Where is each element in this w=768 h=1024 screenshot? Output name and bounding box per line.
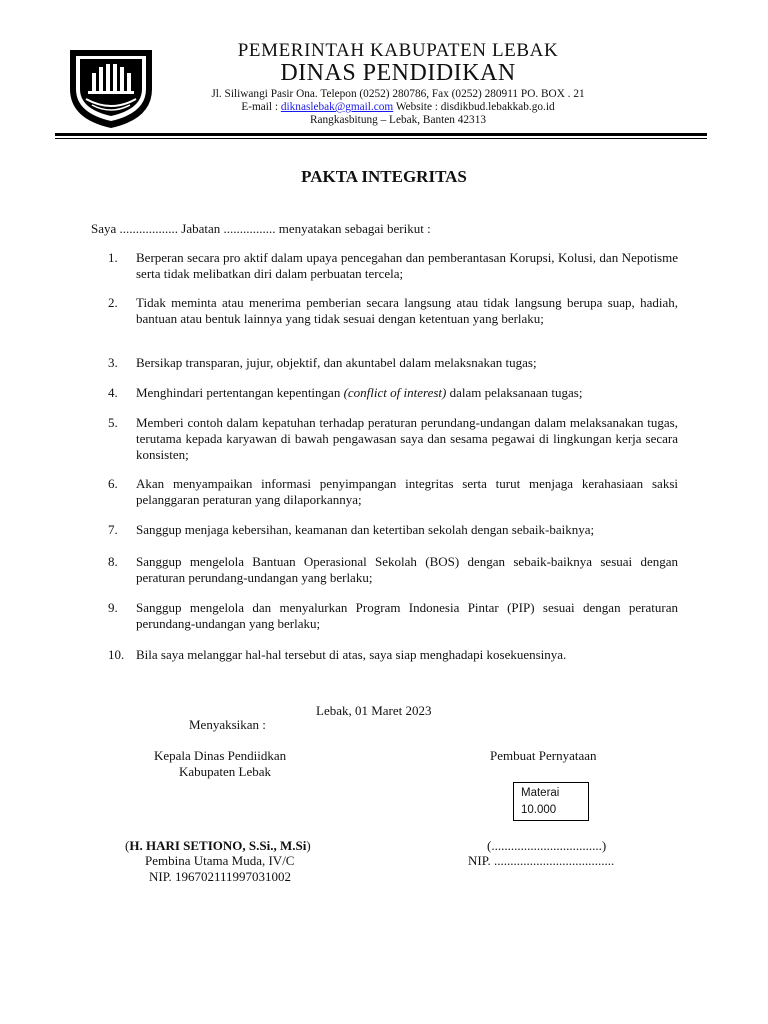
- list-item: [108, 415, 678, 463]
- item-text: Akan menyampaikan informasi penyimpangan integritas serta turut menjaga kerahasiaan saksi pelanggaran peraturan yang dilaporkannya;: [136, 476, 678, 507]
- email-label: E-mail :: [241, 101, 281, 113]
- stamp-duty-label: Materai: [521, 787, 560, 799]
- right-signer-nip: NIP. .....................................: [468, 853, 615, 868]
- right-signer-name: (..................................): [487, 838, 607, 853]
- item-number: 6.: [108, 476, 118, 491]
- item-number: 3.: [108, 355, 118, 370]
- stamp-duty-box: [513, 782, 589, 821]
- website-text: Website : disdikbud.lebakkab.go.id: [393, 101, 555, 113]
- list-item: [108, 250, 678, 282]
- item-text: Memberi contoh dalam kepatuhan terhadap peraturan perundang-undangan dalam melaksanakan tugas, terutama kepada karyawan di bawah pengawasan saya dan sesama pegawai di lingkungan kerja secara konsisten;: [136, 415, 678, 462]
- item-number: 10.: [108, 647, 125, 662]
- header-agency: DINAS PENDIDIKAN: [280, 60, 516, 86]
- right-signer-role: Pembuat Pernyataan: [490, 748, 597, 763]
- left-signer-office: Kabupaten Lebak: [179, 764, 272, 779]
- item-text: [136, 385, 678, 401]
- header-rule-thin: [55, 138, 707, 139]
- item-text-part: Menghindari pertentangan kepentingan: [136, 385, 344, 400]
- document-title: PAKTA INTEGRITAS: [301, 167, 467, 186]
- list-item: [108, 295, 678, 327]
- left-signer-role: Kepala Dinas Pendiidkan: [154, 748, 287, 763]
- item-text: Sanggup mengelola Bantuan Operasional Sekolah (BOS) dengan sebaik-baiknya sesuai dengan peraturan perundang-undangan yang berlaku;: [136, 554, 678, 585]
- list-item: [108, 554, 678, 586]
- lebak-regency-logo: [66, 47, 156, 130]
- list-item: [108, 385, 678, 401]
- item-number: 7.: [108, 522, 118, 537]
- left-signer-nip: NIP. 196702111997031002: [149, 869, 292, 884]
- stamp-duty-value: 10.000: [521, 804, 557, 816]
- header-rule-thick: [55, 133, 707, 136]
- item-text: Sanggup mengelola dan menyalurkan Program Indonesia Pintar (PIP) sesuai dengan peraturan perundang-undangan yang berlaku;: [136, 600, 678, 631]
- left-signer-rank: Pembina Utama Muda, IV/C: [145, 853, 295, 868]
- item-text: Sanggup menjaga kebersihan, keamanan dan ketertiban sekolah dengan sebaik-baiknya;: [136, 522, 595, 537]
- left-signer-name-text: H. HARI SETIONO, S.Si., M.Si: [129, 838, 307, 853]
- list-item: [108, 355, 678, 371]
- item-text: Bila saya melanggar hal-hal tersebut di atas, saya siap menghadapi kosekuensinya.: [136, 647, 567, 662]
- header-city: Rangkasbitung – Lebak, Banten 42313: [309, 114, 486, 126]
- item-number: 4.: [108, 385, 118, 400]
- list-item: [108, 476, 678, 508]
- place-date: Lebak, 01 Maret 2023: [316, 703, 432, 718]
- header-contact: [160, 101, 636, 113]
- item-number: 5.: [108, 415, 118, 430]
- intro-statement: Saya .................. Jabatan ................ menyatakan sebagai berikut :: [91, 221, 431, 236]
- list-item: [108, 600, 678, 632]
- left-signer-name: (H. HARI SETIONO, S.Si., M.Si): [125, 838, 311, 853]
- item-number: 2.: [108, 295, 118, 310]
- item-text: Tidak meminta atau menerima pemberian secara langsung atau tidak langsung berupa suap, hadiah, bantuan atau bentuk lainnya yang tidak sesuai dengan ketentuan yang berlaku;: [136, 295, 678, 326]
- header-address: Jl. Siliwangi Pasir Ona. Telepon (0252) 280786, Fax (0252) 280911 PO. BOX . 21: [211, 88, 585, 100]
- item-number: 8.: [108, 554, 118, 569]
- witness-label: Menyaksikan :: [189, 717, 266, 732]
- list-item: [108, 522, 678, 538]
- item-text-part: dalam pelaksanaan tugas;: [446, 385, 583, 400]
- item-number: 1.: [108, 250, 118, 265]
- item-number: 9.: [108, 600, 118, 615]
- email-link[interactable]: diknaslebak@gmail.com: [280, 101, 394, 113]
- header-government: PEMERINTAH KABUPATEN LEBAK: [237, 40, 559, 61]
- item-text: Bersikap transparan, jujur, objektif, dan akuntabel dalam melaksnakan tugas;: [136, 355, 537, 370]
- item-text: Berperan secara pro aktif dalam upaya pencegahan dan pemberantasan Korupsi, Kolusi, dan Nepotisme serta tidak melibatkan diri dalam perbuatan tercela;: [136, 250, 678, 281]
- list-item: [108, 647, 678, 663]
- item-text-italic: (conflict of interest): [343, 385, 447, 400]
